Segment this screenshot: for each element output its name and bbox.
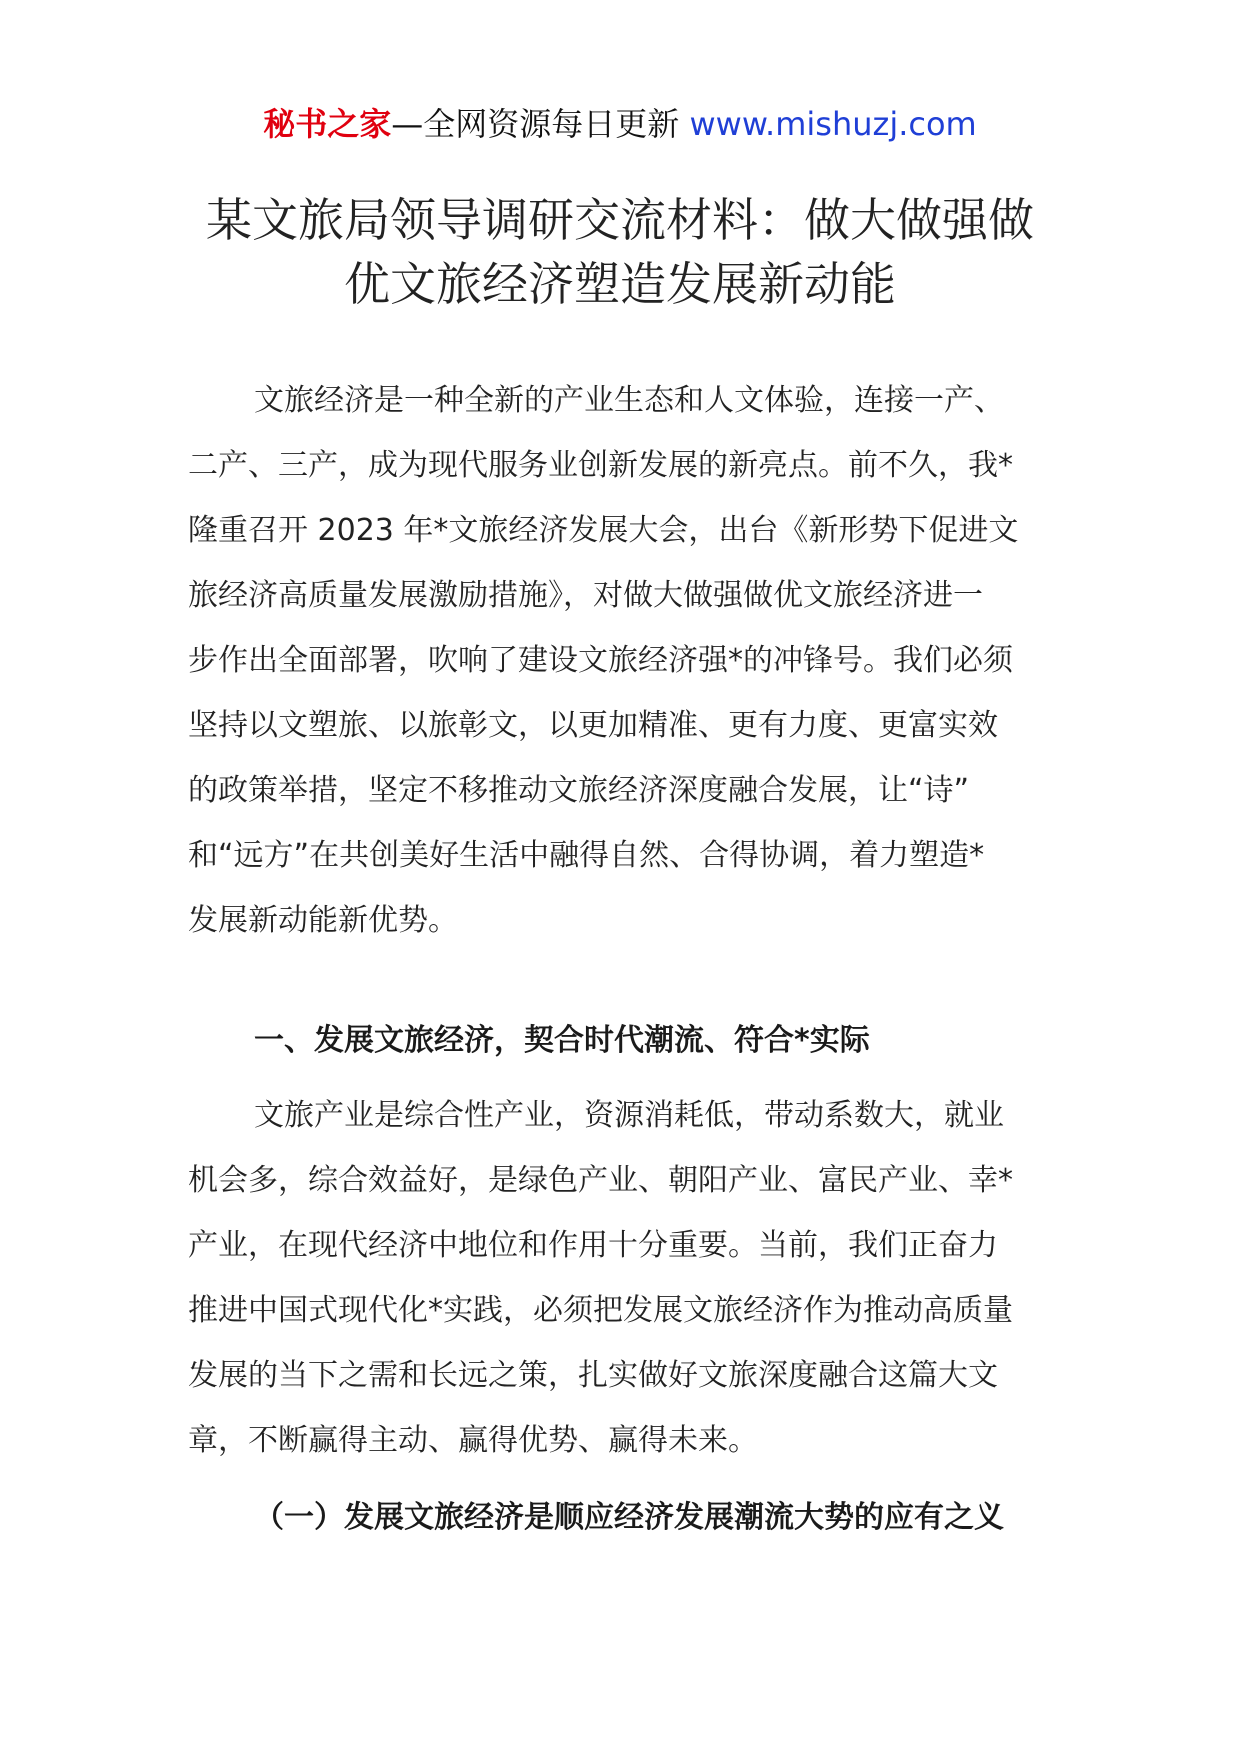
- title-line: 优文旅经济塑造发展新动能: [344, 257, 896, 311]
- paragraph-intro: [188, 368, 1058, 953]
- paragraph-line: 隆重召开 2023 年*文旅经济发展大会，出台《新形势下促进文: [188, 513, 1019, 548]
- paragraph-line: 机会多，综合效益好，是绿色产业、朝阳产业、富民产业、幸*: [188, 1163, 1013, 1198]
- site-banner: [0, 102, 1240, 146]
- document-title: [150, 188, 1090, 316]
- paragraph-line: 发展的当下之需和长远之策，扎实做好文旅深度融合这篇大文: [188, 1358, 998, 1393]
- paragraph-section-1: [188, 1083, 1058, 1473]
- paragraph-line: 步作出全面部署，吹响了建设文旅经济强*的冲锋号。我们必须: [188, 643, 1013, 678]
- paragraph-line: 和“远方”在共创美好生活中融得自然、合得协调，着力塑造*: [188, 838, 985, 873]
- section-heading-2: [188, 1485, 1058, 1550]
- paragraph-line: 二产、三产，成为现代服务业创新发展的新亮点。前不久，我*: [188, 448, 1013, 483]
- subheading-text: （一）发展文旅经济是顺应经济发展潮流大势的应有之义: [254, 1500, 1004, 1535]
- paragraph-line: 推进中国式现代化*实践，必须把发展文旅经济作为推动高质量: [188, 1293, 1013, 1328]
- document-body-2: [188, 1083, 1058, 1473]
- paragraph-line: 旅经济高质量发展激励措施》，对做大做强做优文旅经济进一: [188, 578, 983, 613]
- title-line: 某文旅局领导调研交流材料：做大做强做: [206, 193, 1034, 247]
- heading-text: 一、发展文旅经济，契合时代潮流、符合*实际: [254, 1023, 870, 1058]
- section-heading-1: [188, 1008, 1058, 1073]
- banner-url-link[interactable]: www.mishuzj.com: [689, 105, 977, 143]
- paragraph-line: 文旅产业是综合性产业，资源消耗低，带动系数大，就业: [254, 1098, 1004, 1133]
- document-body: [188, 368, 1058, 953]
- banner-brand: 秘书之家: [263, 105, 392, 143]
- paragraph-line: 产业，在现代经济中地位和作用十分重要。当前，我们正奋力: [188, 1228, 998, 1263]
- paragraph-line: 发展新动能新优势。: [188, 903, 458, 938]
- paragraph-line: 的政策举措，坚定不移推动文旅经济深度融合发展，让“诗”: [188, 773, 970, 808]
- paragraph-line: 章，不断赢得主动、赢得优势、赢得未来。: [188, 1423, 758, 1458]
- paragraph-line: 文旅经济是一种全新的产业生态和人文体验，连接一产、: [254, 383, 1004, 418]
- paragraph-line: 坚持以文塑旅、以旅彰文，以更加精准、更有力度、更富实效: [188, 708, 998, 743]
- banner-tagline: —全网资源每日更新: [391, 105, 680, 143]
